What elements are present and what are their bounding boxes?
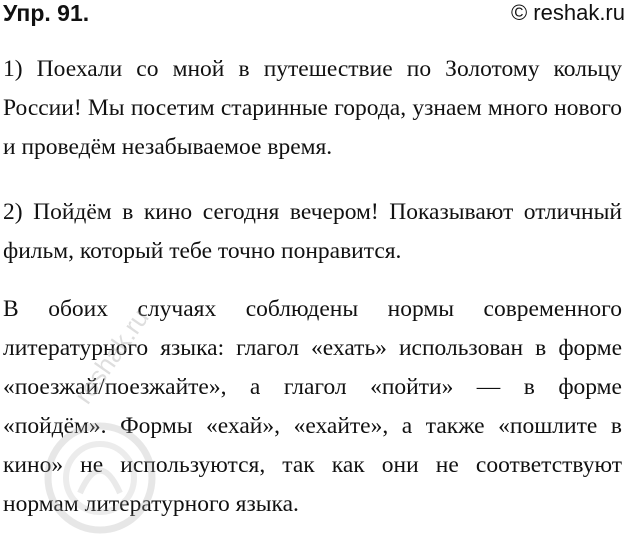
paragraph-explanation: В обоих случаях соблюдены нормы современного литературного языка: глагол «ехать» использован в форме «поезжай/поезжайте», а глагол «пойти» — в форме «пойдём». Формы «ехай», «ехайте», а также «пошлите в кино» не используются, так как они не соответствуют нормам литературного языка. — [3, 296, 622, 517]
exercise-title: Упр. 91. — [3, 0, 90, 26]
watermark-text: reshak.ru — [68, 303, 155, 410]
site-label: © reshak.ru — [510, 0, 625, 25]
header — [3, 0, 625, 30]
paragraph-example-2: 2) Пойдём в кино сегодня вечером! Показывают отличный фильм, который тебе точно понравится. — [3, 199, 622, 264]
paragraph-example-1: 1) Поехали со мной в путешествие по Золотому кольцу России! Мы посетим старинные города, узнаем много нового и проведём незабываемое время. — [3, 56, 622, 160]
